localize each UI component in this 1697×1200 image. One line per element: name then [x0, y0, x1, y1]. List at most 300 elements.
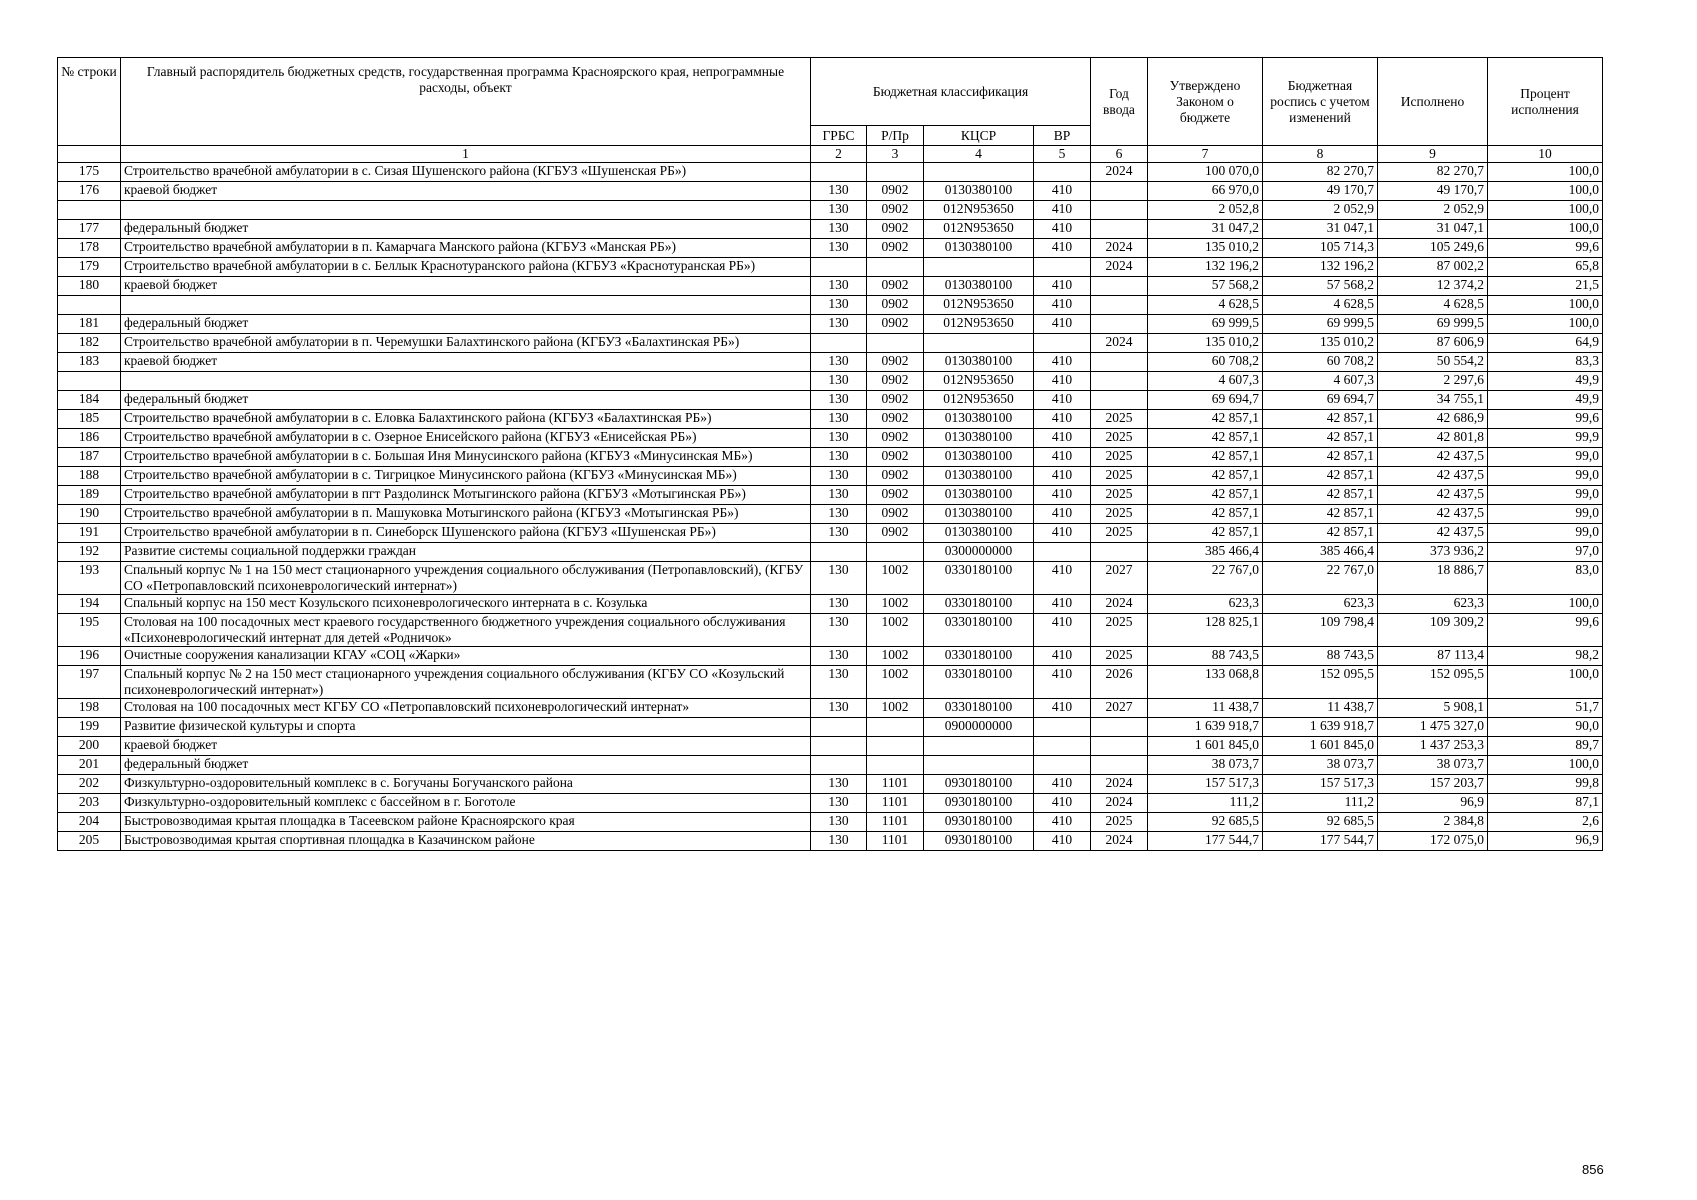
row-executed: 82 270,7 [1378, 163, 1488, 182]
row-rpr: 1101 [867, 813, 924, 832]
row-number: 194 [58, 595, 121, 614]
row-name: Физкультурно-оздоровительный комплекс в с. Богучаны Богучанского района [121, 775, 811, 794]
row-number: 182 [58, 334, 121, 353]
row-number: 199 [58, 718, 121, 737]
row-grbs: 130 [811, 647, 867, 666]
row-kcsr [924, 334, 1034, 353]
row-grbs: 130 [811, 505, 867, 524]
row-executed: 623,3 [1378, 595, 1488, 614]
row-percent: 90,0 [1488, 718, 1603, 737]
row-grbs: 130 [811, 524, 867, 543]
row-budget: 109 798,4 [1263, 614, 1378, 647]
row-approved: 42 857,1 [1148, 467, 1263, 486]
row-name: Столовая на 100 посадочных мест краевого государственного бюджетного учреждения социального обслуживания «Психоневрологический интернат для детей «Родничок» [121, 614, 811, 647]
row-executed: 50 554,2 [1378, 353, 1488, 372]
row-rpr: 0902 [867, 429, 924, 448]
budget-table [57, 57, 1603, 851]
row-approved: 38 073,7 [1148, 756, 1263, 775]
row-budget: 42 857,1 [1263, 467, 1378, 486]
row-approved: 385 466,4 [1148, 543, 1263, 562]
row-budget: 42 857,1 [1263, 410, 1378, 429]
row-budget: 157 517,3 [1263, 775, 1378, 794]
row-grbs: 130 [811, 315, 867, 334]
row-year [1091, 718, 1148, 737]
row-vr: 410 [1034, 666, 1091, 699]
row-approved: 69 999,5 [1148, 315, 1263, 334]
row-approved: 11 438,7 [1148, 699, 1263, 718]
row-grbs: 130 [811, 296, 867, 315]
row-budget: 177 544,7 [1263, 832, 1378, 851]
row-rpr [867, 334, 924, 353]
row-approved: 135 010,2 [1148, 334, 1263, 353]
row-name: Столовая на 100 посадочных мест КГБУ СО «Петропавловский психоневрологический интернат» [121, 699, 811, 718]
row-grbs [811, 718, 867, 737]
row-kcsr: 0130380100 [924, 410, 1034, 429]
row-year [1091, 220, 1148, 239]
column-number: 6 [1091, 146, 1148, 163]
row-rpr: 0902 [867, 391, 924, 410]
header-kcsr: КЦСР [924, 126, 1034, 146]
row-grbs: 130 [811, 666, 867, 699]
row-number: 187 [58, 448, 121, 467]
row-grbs: 130 [811, 467, 867, 486]
table-row [58, 315, 1603, 334]
row-approved: 135 010,2 [1148, 239, 1263, 258]
row-kcsr: 0300000000 [924, 543, 1034, 562]
row-number: 178 [58, 239, 121, 258]
row-vr: 410 [1034, 391, 1091, 410]
row-year [1091, 737, 1148, 756]
row-name: Спальный корпус № 1 на 150 мест стационарного учреждения социального обслуживания (Петропавловский), (КГБУ СО «Петропавловский психоневрологический интернат») [121, 562, 811, 595]
row-rpr: 0902 [867, 467, 924, 486]
row-vr: 410 [1034, 353, 1091, 372]
row-percent: 83,0 [1488, 562, 1603, 595]
row-grbs: 130 [811, 239, 867, 258]
row-vr [1034, 718, 1091, 737]
row-vr: 410 [1034, 595, 1091, 614]
row-year: 2025 [1091, 524, 1148, 543]
header-year: Год ввода [1091, 58, 1148, 146]
table-row [58, 562, 1603, 595]
table-row [58, 353, 1603, 372]
row-vr: 410 [1034, 201, 1091, 220]
row-rpr: 1101 [867, 832, 924, 851]
row-year: 2025 [1091, 505, 1148, 524]
row-year: 2025 [1091, 467, 1148, 486]
row-vr: 410 [1034, 562, 1091, 595]
row-vr: 410 [1034, 505, 1091, 524]
row-year: 2024 [1091, 258, 1148, 277]
table-row [58, 699, 1603, 718]
row-number: 195 [58, 614, 121, 647]
row-name [121, 201, 811, 220]
row-year: 2024 [1091, 163, 1148, 182]
row-name: Строительство врачебной амбулатории в с. Озерное Енисейского района (КГБУЗ «Енисейская РБ») [121, 429, 811, 448]
row-name: федеральный бюджет [121, 756, 811, 775]
row-number: 198 [58, 699, 121, 718]
row-vr: 410 [1034, 410, 1091, 429]
row-kcsr: 0330180100 [924, 562, 1034, 595]
table-row [58, 410, 1603, 429]
row-grbs: 130 [811, 182, 867, 201]
row-number: 191 [58, 524, 121, 543]
row-kcsr: 0330180100 [924, 595, 1034, 614]
row-kcsr: 0130380100 [924, 429, 1034, 448]
row-percent: 2,6 [1488, 813, 1603, 832]
row-percent: 99,6 [1488, 239, 1603, 258]
row-approved: 2 052,8 [1148, 201, 1263, 220]
row-percent: 99,0 [1488, 524, 1603, 543]
row-rpr [867, 543, 924, 562]
row-executed: 373 936,2 [1378, 543, 1488, 562]
row-name: Строительство врачебной амбулатории в с. Сизая Шушенского района (КГБУЗ «Шушенская РБ») [121, 163, 811, 182]
row-approved: 66 970,0 [1148, 182, 1263, 201]
row-number [58, 296, 121, 315]
row-executed: 109 309,2 [1378, 614, 1488, 647]
row-kcsr: 0930180100 [924, 813, 1034, 832]
row-vr: 410 [1034, 467, 1091, 486]
row-grbs: 130 [811, 813, 867, 832]
row-percent: 96,9 [1488, 832, 1603, 851]
row-grbs: 130 [811, 429, 867, 448]
row-kcsr: 0130380100 [924, 448, 1034, 467]
row-percent: 100,0 [1488, 756, 1603, 775]
row-grbs: 130 [811, 794, 867, 813]
row-approved: 31 047,2 [1148, 220, 1263, 239]
row-executed: 2 052,9 [1378, 201, 1488, 220]
row-executed: 31 047,1 [1378, 220, 1488, 239]
row-grbs: 130 [811, 391, 867, 410]
row-vr: 410 [1034, 448, 1091, 467]
row-number: 203 [58, 794, 121, 813]
row-rpr: 0902 [867, 524, 924, 543]
row-approved: 22 767,0 [1148, 562, 1263, 595]
row-percent: 51,7 [1488, 699, 1603, 718]
row-grbs [811, 258, 867, 277]
row-kcsr [924, 737, 1034, 756]
row-grbs: 130 [811, 832, 867, 851]
row-approved: 128 825,1 [1148, 614, 1263, 647]
row-rpr [867, 163, 924, 182]
row-kcsr [924, 756, 1034, 775]
row-kcsr: 0130380100 [924, 486, 1034, 505]
row-kcsr: 0130380100 [924, 277, 1034, 296]
row-approved: 42 857,1 [1148, 448, 1263, 467]
row-rpr: 0902 [867, 372, 924, 391]
table-row [58, 467, 1603, 486]
row-name: Быстровозводимая крытая площадка в Тасеевском районе Красноярского края [121, 813, 811, 832]
row-percent: 97,0 [1488, 543, 1603, 562]
row-kcsr: 012N953650 [924, 220, 1034, 239]
header-name: Главный распорядитель бюджетных средств, государственная программа Красноярского края, непрограммные расходы, объект [121, 58, 811, 146]
row-executed: 1 475 327,0 [1378, 718, 1488, 737]
table-row [58, 794, 1603, 813]
row-year: 2025 [1091, 813, 1148, 832]
row-rpr: 1002 [867, 614, 924, 647]
row-vr: 410 [1034, 813, 1091, 832]
row-approved: 4 628,5 [1148, 296, 1263, 315]
row-budget: 69 694,7 [1263, 391, 1378, 410]
row-percent: 99,0 [1488, 486, 1603, 505]
row-grbs: 130 [811, 562, 867, 595]
row-vr [1034, 543, 1091, 562]
row-vr [1034, 756, 1091, 775]
row-vr [1034, 334, 1091, 353]
row-percent: 87,1 [1488, 794, 1603, 813]
row-name [121, 372, 811, 391]
row-number: 176 [58, 182, 121, 201]
table-row [58, 486, 1603, 505]
row-number: 179 [58, 258, 121, 277]
row-budget: 42 857,1 [1263, 429, 1378, 448]
header-budget-class: Бюджетная классификация [811, 58, 1091, 126]
row-budget: 1 639 918,7 [1263, 718, 1378, 737]
row-grbs [811, 334, 867, 353]
row-year: 2024 [1091, 239, 1148, 258]
row-vr: 410 [1034, 239, 1091, 258]
table-row [58, 296, 1603, 315]
row-budget: 42 857,1 [1263, 524, 1378, 543]
row-executed: 42 437,5 [1378, 505, 1488, 524]
row-percent: 100,0 [1488, 666, 1603, 699]
row-budget: 42 857,1 [1263, 486, 1378, 505]
row-grbs: 130 [811, 448, 867, 467]
row-rpr: 0902 [867, 486, 924, 505]
row-grbs [811, 543, 867, 562]
table-row [58, 391, 1603, 410]
row-number: 185 [58, 410, 121, 429]
row-name: Строительство врачебной амбулатории в с. Беллык Краснотуранского района (КГБУЗ «Краснотуранская РБ») [121, 258, 811, 277]
row-percent: 99,0 [1488, 505, 1603, 524]
row-budget: 4 628,5 [1263, 296, 1378, 315]
row-vr [1034, 258, 1091, 277]
table-row [58, 813, 1603, 832]
row-kcsr: 012N953650 [924, 315, 1034, 334]
row-vr: 410 [1034, 486, 1091, 505]
row-percent: 100,0 [1488, 220, 1603, 239]
row-budget: 69 999,5 [1263, 315, 1378, 334]
row-name: Развитие физической культуры и спорта [121, 718, 811, 737]
table-row [58, 505, 1603, 524]
row-executed: 4 628,5 [1378, 296, 1488, 315]
row-rpr: 0902 [867, 296, 924, 315]
table-row [58, 448, 1603, 467]
row-grbs: 130 [811, 277, 867, 296]
table-row [58, 220, 1603, 239]
row-year [1091, 372, 1148, 391]
row-year [1091, 201, 1148, 220]
row-approved: 42 857,1 [1148, 486, 1263, 505]
row-year: 2025 [1091, 448, 1148, 467]
row-percent: 100,0 [1488, 163, 1603, 182]
row-rpr: 0902 [867, 182, 924, 201]
row-year: 2025 [1091, 410, 1148, 429]
row-number: 204 [58, 813, 121, 832]
row-rpr: 1002 [867, 562, 924, 595]
row-number: 189 [58, 486, 121, 505]
row-executed: 42 437,5 [1378, 467, 1488, 486]
row-year: 2025 [1091, 486, 1148, 505]
row-percent: 99,8 [1488, 775, 1603, 794]
row-percent: 83,3 [1488, 353, 1603, 372]
row-vr: 410 [1034, 614, 1091, 647]
row-kcsr: 0930180100 [924, 832, 1034, 851]
row-grbs [811, 163, 867, 182]
row-grbs: 130 [811, 595, 867, 614]
row-rpr: 1002 [867, 647, 924, 666]
row-kcsr [924, 163, 1034, 182]
row-number: 192 [58, 543, 121, 562]
row-year [1091, 315, 1148, 334]
row-executed: 152 095,5 [1378, 666, 1488, 699]
row-kcsr: 0130380100 [924, 524, 1034, 543]
row-rpr: 0902 [867, 220, 924, 239]
column-number: 7 [1148, 146, 1263, 163]
row-grbs [811, 756, 867, 775]
row-name: Строительство врачебной амбулатории в п. Черемушки Балахтинского района (КГБУЗ «Балахтинская РБ») [121, 334, 811, 353]
row-vr [1034, 163, 1091, 182]
row-budget: 11 438,7 [1263, 699, 1378, 718]
row-kcsr [924, 258, 1034, 277]
row-year: 2025 [1091, 429, 1148, 448]
row-budget: 152 095,5 [1263, 666, 1378, 699]
header-row-no: № строки [58, 58, 121, 146]
row-percent: 99,6 [1488, 614, 1603, 647]
row-number: 181 [58, 315, 121, 334]
row-budget: 31 047,1 [1263, 220, 1378, 239]
header-grbs: ГРБС [811, 126, 867, 146]
row-grbs: 130 [811, 775, 867, 794]
row-vr: 410 [1034, 296, 1091, 315]
table-row [58, 182, 1603, 201]
row-grbs: 130 [811, 614, 867, 647]
row-executed: 157 203,7 [1378, 775, 1488, 794]
table-row [58, 756, 1603, 775]
row-approved: 42 857,1 [1148, 429, 1263, 448]
row-kcsr: 0330180100 [924, 699, 1034, 718]
row-number: 186 [58, 429, 121, 448]
row-number: 201 [58, 756, 121, 775]
row-kcsr: 012N953650 [924, 391, 1034, 410]
row-approved: 1 601 845,0 [1148, 737, 1263, 756]
row-number: 177 [58, 220, 121, 239]
row-vr: 410 [1034, 794, 1091, 813]
row-approved: 100 070,0 [1148, 163, 1263, 182]
row-name: краевой бюджет [121, 182, 811, 201]
row-percent: 98,2 [1488, 647, 1603, 666]
row-approved: 177 544,7 [1148, 832, 1263, 851]
header-budget-list: Бюджетная роспись с учетом изменений [1263, 58, 1378, 146]
row-approved: 88 743,5 [1148, 647, 1263, 666]
row-budget: 4 607,3 [1263, 372, 1378, 391]
row-approved: 69 694,7 [1148, 391, 1263, 410]
row-executed: 42 437,5 [1378, 486, 1488, 505]
row-year [1091, 543, 1148, 562]
row-executed: 87 113,4 [1378, 647, 1488, 666]
row-rpr: 1101 [867, 794, 924, 813]
row-budget: 60 708,2 [1263, 353, 1378, 372]
row-vr: 410 [1034, 220, 1091, 239]
row-executed: 42 801,8 [1378, 429, 1488, 448]
header-executed: Исполнено [1378, 58, 1488, 146]
row-percent: 99,0 [1488, 467, 1603, 486]
row-kcsr: 012N953650 [924, 296, 1034, 315]
row-approved: 92 685,5 [1148, 813, 1263, 832]
row-kcsr: 0130380100 [924, 467, 1034, 486]
row-percent: 99,0 [1488, 448, 1603, 467]
row-budget: 111,2 [1263, 794, 1378, 813]
row-number [58, 201, 121, 220]
row-executed: 34 755,1 [1378, 391, 1488, 410]
column-number-row [58, 146, 1603, 163]
row-name: Строительство врачебной амбулатории в п. Синеборск Шушенского района (КГБУЗ «Шушенская РБ») [121, 524, 811, 543]
row-name [121, 296, 811, 315]
row-vr: 410 [1034, 647, 1091, 666]
row-kcsr: 012N953650 [924, 372, 1034, 391]
table-row [58, 163, 1603, 182]
row-rpr: 1002 [867, 699, 924, 718]
row-rpr: 0902 [867, 315, 924, 334]
row-name: Строительство врачебной амбулатории в с. Большая Иня Минусинского района (КГБУЗ «Минусинская МБ») [121, 448, 811, 467]
row-year [1091, 756, 1148, 775]
row-name: Строительство врачебной амбулатории в с. Еловка Балахтинского района (КГБУЗ «Балахтинская РБ») [121, 410, 811, 429]
row-kcsr: 012N953650 [924, 201, 1034, 220]
table-row [58, 334, 1603, 353]
row-percent: 100,0 [1488, 595, 1603, 614]
row-year: 2024 [1091, 595, 1148, 614]
row-budget: 38 073,7 [1263, 756, 1378, 775]
row-name: федеральный бюджет [121, 315, 811, 334]
row-kcsr: 0900000000 [924, 718, 1034, 737]
row-percent: 100,0 [1488, 182, 1603, 201]
row-name: краевой бюджет [121, 277, 811, 296]
table-row [58, 429, 1603, 448]
row-percent: 100,0 [1488, 296, 1603, 315]
row-number: 190 [58, 505, 121, 524]
table-row [58, 543, 1603, 562]
table-row [58, 666, 1603, 699]
row-budget: 132 196,2 [1263, 258, 1378, 277]
row-budget: 385 466,4 [1263, 543, 1378, 562]
row-number: 188 [58, 467, 121, 486]
row-percent: 65,8 [1488, 258, 1603, 277]
row-percent: 21,5 [1488, 277, 1603, 296]
row-executed: 38 073,7 [1378, 756, 1488, 775]
row-approved: 4 607,3 [1148, 372, 1263, 391]
row-name: краевой бюджет [121, 737, 811, 756]
row-year [1091, 296, 1148, 315]
row-approved: 42 857,1 [1148, 524, 1263, 543]
row-number: 197 [58, 666, 121, 699]
column-number: 2 [811, 146, 867, 163]
row-approved: 60 708,2 [1148, 353, 1263, 372]
column-number: 8 [1263, 146, 1378, 163]
table-row [58, 595, 1603, 614]
row-percent: 100,0 [1488, 315, 1603, 334]
row-grbs: 130 [811, 699, 867, 718]
row-vr: 410 [1034, 832, 1091, 851]
row-approved: 132 196,2 [1148, 258, 1263, 277]
row-grbs: 130 [811, 486, 867, 505]
row-executed: 1 437 253,3 [1378, 737, 1488, 756]
row-budget: 49 170,7 [1263, 182, 1378, 201]
row-vr: 410 [1034, 429, 1091, 448]
column-number [58, 146, 121, 163]
row-number: 200 [58, 737, 121, 756]
row-budget: 105 714,3 [1263, 239, 1378, 258]
row-year: 2024 [1091, 832, 1148, 851]
row-budget: 92 685,5 [1263, 813, 1378, 832]
